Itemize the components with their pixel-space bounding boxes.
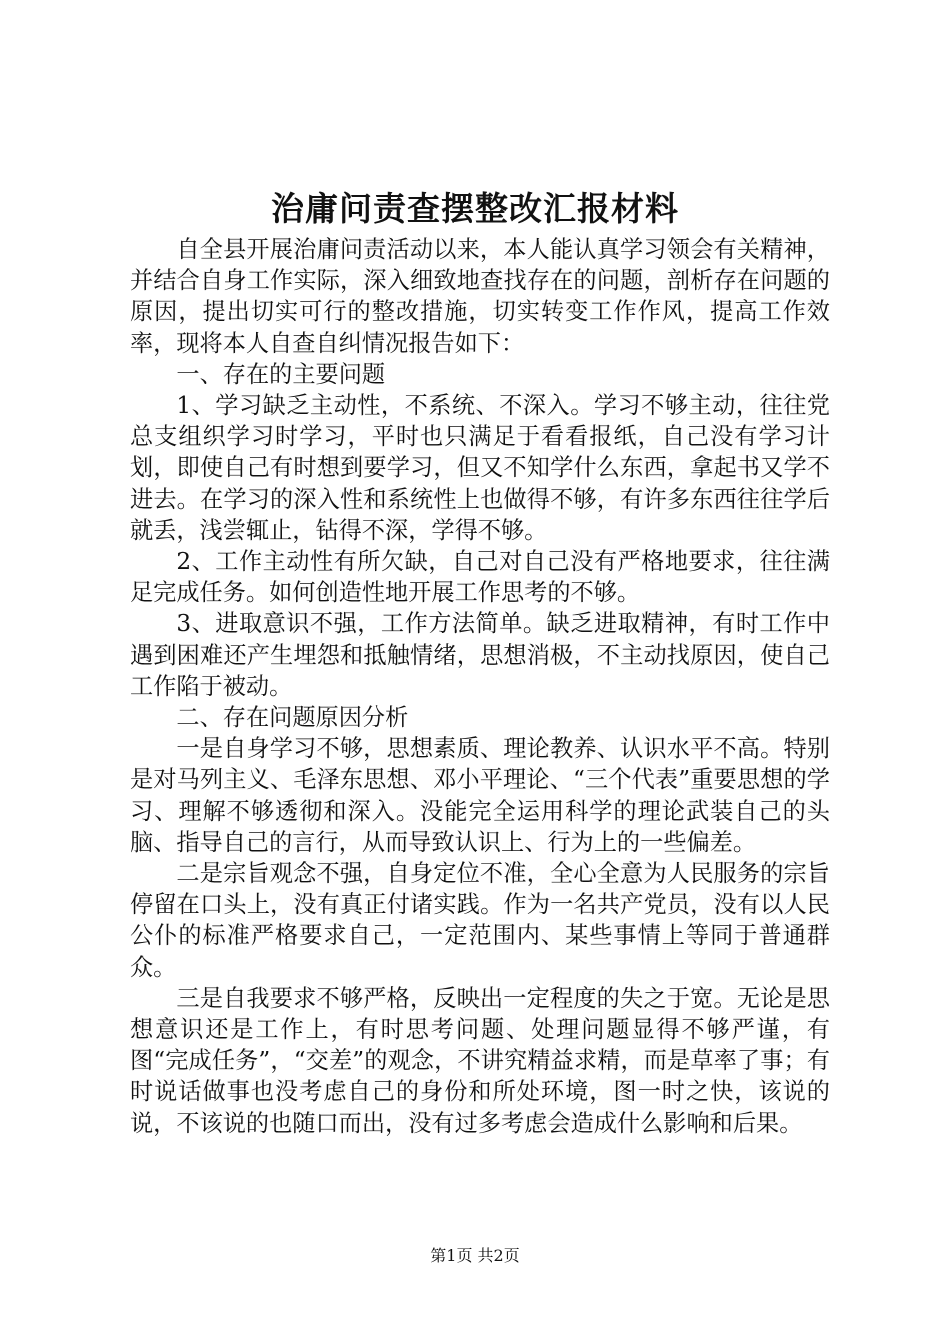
- section-heading-causes: 二、存在问题原因分析: [176, 704, 409, 732]
- paragraph-problem-2: 2、工作主动性有所欠缺，自己对自己没有严格地要求，往往满足完成任务。如何创造性地开展工作思考的不够。: [130, 548, 830, 607]
- document-title: 治庸问责查摆整改汇报材料: [271, 189, 679, 228]
- paragraph-intro: 自全县开展治庸问责活动以来，本人能认真学习领会有关精神，并结合自身工作实际，深入细致地查找存在的问题，剖析存在问题的原因，提出切实可行的整改措施，切实转变工作作风，提高工作效率，现将本人自查自纠情况报告如下：: [130, 236, 830, 357]
- paragraph-cause-1: 一是自身学习不够，思想素质、理论教养、认识水平不高。特别是对马列主义、毛泽东思想、邓小平理论、“三个代表”重要思想的学习、理解不够透彻和深入。没能完全运用科学的理论武装自己的头脑、指导自己的言行，从而导致认识上、行为上的一些偏差。: [130, 735, 830, 856]
- section-heading-problems: 一、存在的主要问题: [176, 360, 386, 388]
- page-indicator: 第1页 共2页: [430, 1246, 520, 1265]
- paragraph-problem-1: 1、学习缺乏主动性，不系统、不深入。学习不够主动，往往党总支组织学习时学习，平时也只满足于看看报纸，自己没有学习计划，即使自己有时想到要学习，但又不知学什么东西，拿起书又学不进去。在学习的深入性和系统性上也做得不够，有许多东西往往学后就丢，浅尝辄止，钻得不深，学得不够。: [130, 392, 830, 544]
- document-body: [130, 234, 830, 1139]
- paragraph-cause-2: 二是宗旨观念不强，自身定位不准，全心全意为人民服务的宗旨停留在口头上，没有真正付诸实践。作为一名共产党员，没有以人民公仆的标准严格要求自己，一定范围内、某些事情上等同于普通群众。: [130, 860, 830, 981]
- paragraph-problem-3: 3、进取意识不强，工作方法简单。缺乏进取精神，有时工作中遇到困难还产生埋怨和抵触情绪，思想消极，不主动找原因，使自己工作陷于被动。: [130, 610, 830, 700]
- paragraph-cause-3: 三是自我要求不够严格，反映出一定程度的失之于宽。无论是思想意识还是工作上，有时思考问题、处理问题显得不够严谨，有图“完成任务”，“交差”的观念，不讲究精益求精，而是草率了事；有时说话做事也没考虑自己的身份和所处环境，图一时之快，该说的说，不该说的也随口而出，没有过多考虑会造成什么影响和后果。: [130, 984, 830, 1137]
